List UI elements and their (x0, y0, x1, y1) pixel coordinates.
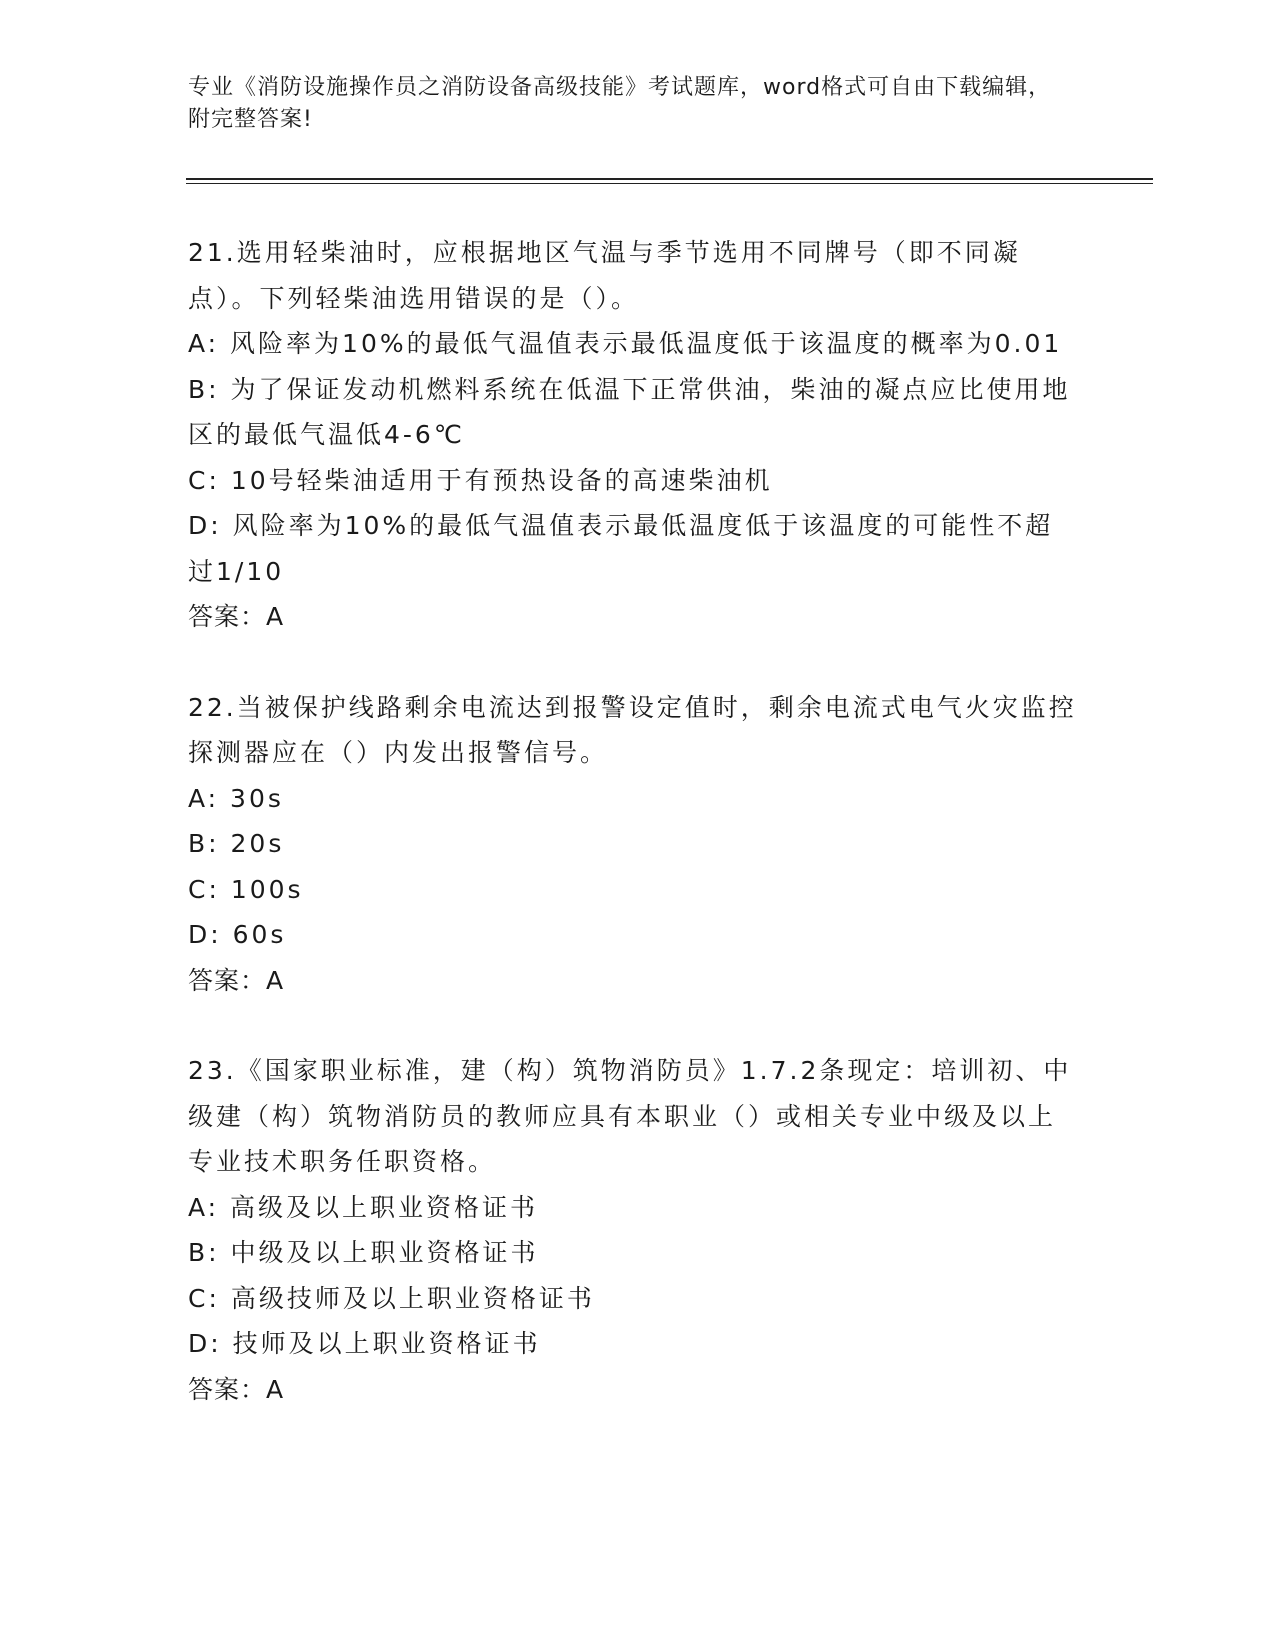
option-b: B: 20s (188, 829, 285, 858)
option-c: C: 100s (188, 874, 304, 904)
option-d: D: 风险率为10%的最低气温值表示最低温度低于该温度的可能性不超过1/10 (188, 511, 1054, 586)
option-a: A: 高级及以上职业资格证书 (188, 1192, 539, 1222)
question-list (188, 230, 1078, 1457)
question-21 (188, 230, 1078, 640)
answer: 答案：A (188, 602, 285, 631)
question-stem: 22.当被保护线路剩余电流达到报警设定值时，剩余电流式电气火灾监控探测器应在（）内发出报警信号。 (188, 692, 1077, 767)
question-stem: 23.《国家职业标准，建（构）筑物消防员》1.7.2条现定：培训初、中级建（构）筑物消防员的教师应具有本职业（）或相关专业中级及以上专业技术职务任职资格。 (188, 1056, 1072, 1176)
option-c: C: 高级技师及以上职业资格证书 (188, 1283, 595, 1313)
question-stem: 21.选用轻柴油时，应根据地区气温与季节选用不同牌号（即不同凝点）。下列轻柴油选用错误的是（）。 (188, 238, 1021, 313)
option-b: B: 中级及以上职业资格证书 (188, 1238, 539, 1267)
answer: 答案：A (188, 965, 285, 995)
header-divider-thick (186, 178, 1153, 180)
option-d: D: 技师及以上职业资格证书 (188, 1329, 541, 1358)
option-c: C: 10号轻柴油适用于有预热设备的高速柴油机 (188, 465, 773, 495)
option-b: B: 为了保证发动机燃料系统在低温下正常供油，柴油的凝点应比使用地区的最低气温低4-6℃ (188, 374, 1071, 449)
option-a: A: 风险率为10%的最低气温值表示最低温度低于该温度的概率为0.01 (188, 329, 1063, 358)
document-header: 专业《消防设施操作员之消防设备高级技能》考试题库，word格式可自由下载编辑，附完整答案! (188, 75, 1052, 132)
answer: 答案：A (188, 1374, 285, 1404)
question-23 (188, 1048, 1078, 1412)
question-22 (188, 685, 1078, 1004)
option-d: D: 60s (188, 920, 287, 949)
option-a: A: 30s (188, 783, 284, 813)
header-divider-thin (186, 183, 1153, 184)
